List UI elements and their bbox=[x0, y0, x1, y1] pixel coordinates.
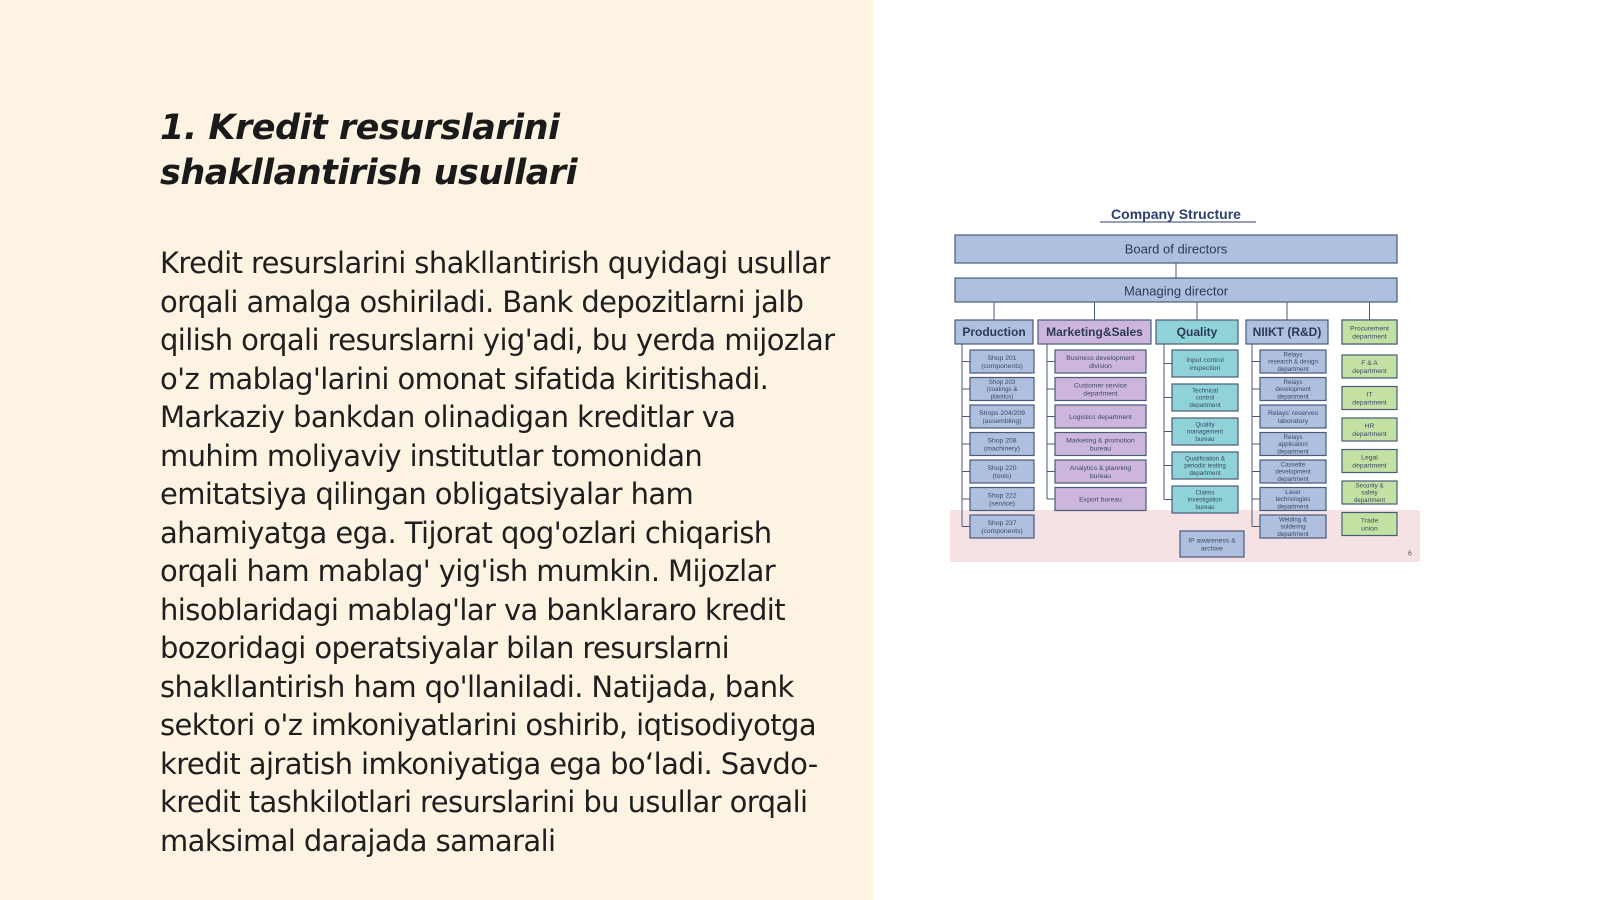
page-number: 6 bbox=[1408, 550, 1412, 558]
sub-department-label: Shop 201 (components) bbox=[981, 354, 1023, 370]
sub-department-label: Procurement department bbox=[1350, 325, 1389, 341]
ip-archive-label: IP awareness & archive bbox=[1188, 537, 1236, 553]
sub-department-label: Cassette development department bbox=[1275, 461, 1311, 483]
sub-department-label: Shop 222 (service) bbox=[987, 492, 1017, 508]
sub-department-label: Export bureau bbox=[1079, 496, 1122, 504]
sub-department-label: Qualification & periodic testing department bbox=[1184, 455, 1226, 477]
sub-department-label: Claims investigation bureau bbox=[1187, 489, 1223, 511]
sub-department-label: Shops 204/209 (assembling) bbox=[979, 409, 1025, 425]
sub-department-label: HR department bbox=[1352, 422, 1387, 438]
chart-title: Company Structure bbox=[1111, 205, 1241, 222]
sub-department-label: Customer service department bbox=[1074, 382, 1127, 398]
sub-department-label: Welding & soldering department bbox=[1277, 516, 1309, 538]
sub-department-label: Shop 208 (machinery) bbox=[984, 437, 1020, 453]
company-structure-diagram bbox=[950, 205, 1455, 580]
sub-department-label: Shop 220 (tools) bbox=[987, 464, 1017, 480]
sub-department-label: Relays application department bbox=[1277, 434, 1309, 456]
board-label: Board of directors bbox=[1124, 241, 1228, 257]
managing-label: Managing director bbox=[1123, 283, 1229, 299]
sub-department-label: Laser technologies department bbox=[1275, 489, 1311, 511]
slide-body-text: Kredit resurslarini shakllantirish quyidagi usullar orqali amalga oshiriladi. Bank depozitlarni jalb qilish orqali resurslarni yig'adi, bu yerda mijozlar o'z mablag'larini omonat sifatida kiritishadi. Markaziy bankdan olinadigan kreditlar va muhim moliyaviy institutlar tomonidan emitatsiya qilingan obligatsiyalar ham ahamiyatga ega. Tijorat qog'ozlari chiqarish orqali ham mablag' yig'ish mumkin. Mijozlar hisoblaridagi mablag'lar va banklararo kredit bozoridagi operatsiyalar bilan resurslarni shakllantirish ham qo'llaniladi. Natijada, bank sektori o'z imkoniyatlarini oshirib, iqtisodiyotga kredit ajratish imkoniyatiga ega bo‘ladi. Savdo-kredit tashkilotlari resurslarini bu usullar orqali maksimal darajada samarali bbox=[160, 246, 835, 858]
sub-department-label: Shop 203 (coatings & plastics) bbox=[986, 379, 1018, 401]
sub-department-label: Analytics & planning bureau bbox=[1069, 464, 1132, 480]
department-label: Marketing&Sales bbox=[1046, 325, 1143, 340]
sub-department-label: Trade union bbox=[1360, 517, 1379, 533]
sub-department-label: IT department bbox=[1352, 391, 1387, 407]
sub-department-label: Logistics department bbox=[1069, 413, 1132, 421]
sub-department-label: Relays research & design department bbox=[1268, 351, 1318, 373]
department-label: NIIKT (R&D) bbox=[1252, 325, 1322, 340]
slide-title: 1. Kredit resurslarini shakllantirish usullari bbox=[160, 108, 578, 193]
sub-department-label: Input control inspection bbox=[1186, 356, 1224, 372]
department-label: Quality bbox=[1176, 325, 1218, 340]
sub-department-label: Relays' reserves laboratory bbox=[1267, 409, 1319, 425]
sub-department-label: Shop 237 (components) bbox=[981, 519, 1023, 535]
sub-department-label: Quality management bureau bbox=[1186, 421, 1224, 443]
sub-department-label: Technical control department bbox=[1189, 387, 1221, 409]
department-label: Production bbox=[962, 325, 1026, 340]
sub-department-label: Relays development department bbox=[1275, 379, 1311, 401]
sub-department-label: Marketing & promotion bureau bbox=[1066, 437, 1135, 453]
sub-department-label: F & A department bbox=[1352, 359, 1387, 375]
sub-department-label: Business development division bbox=[1066, 354, 1135, 370]
sub-department-label: Security & safety department bbox=[1353, 482, 1386, 504]
sub-department-label: Legal department bbox=[1352, 454, 1387, 470]
